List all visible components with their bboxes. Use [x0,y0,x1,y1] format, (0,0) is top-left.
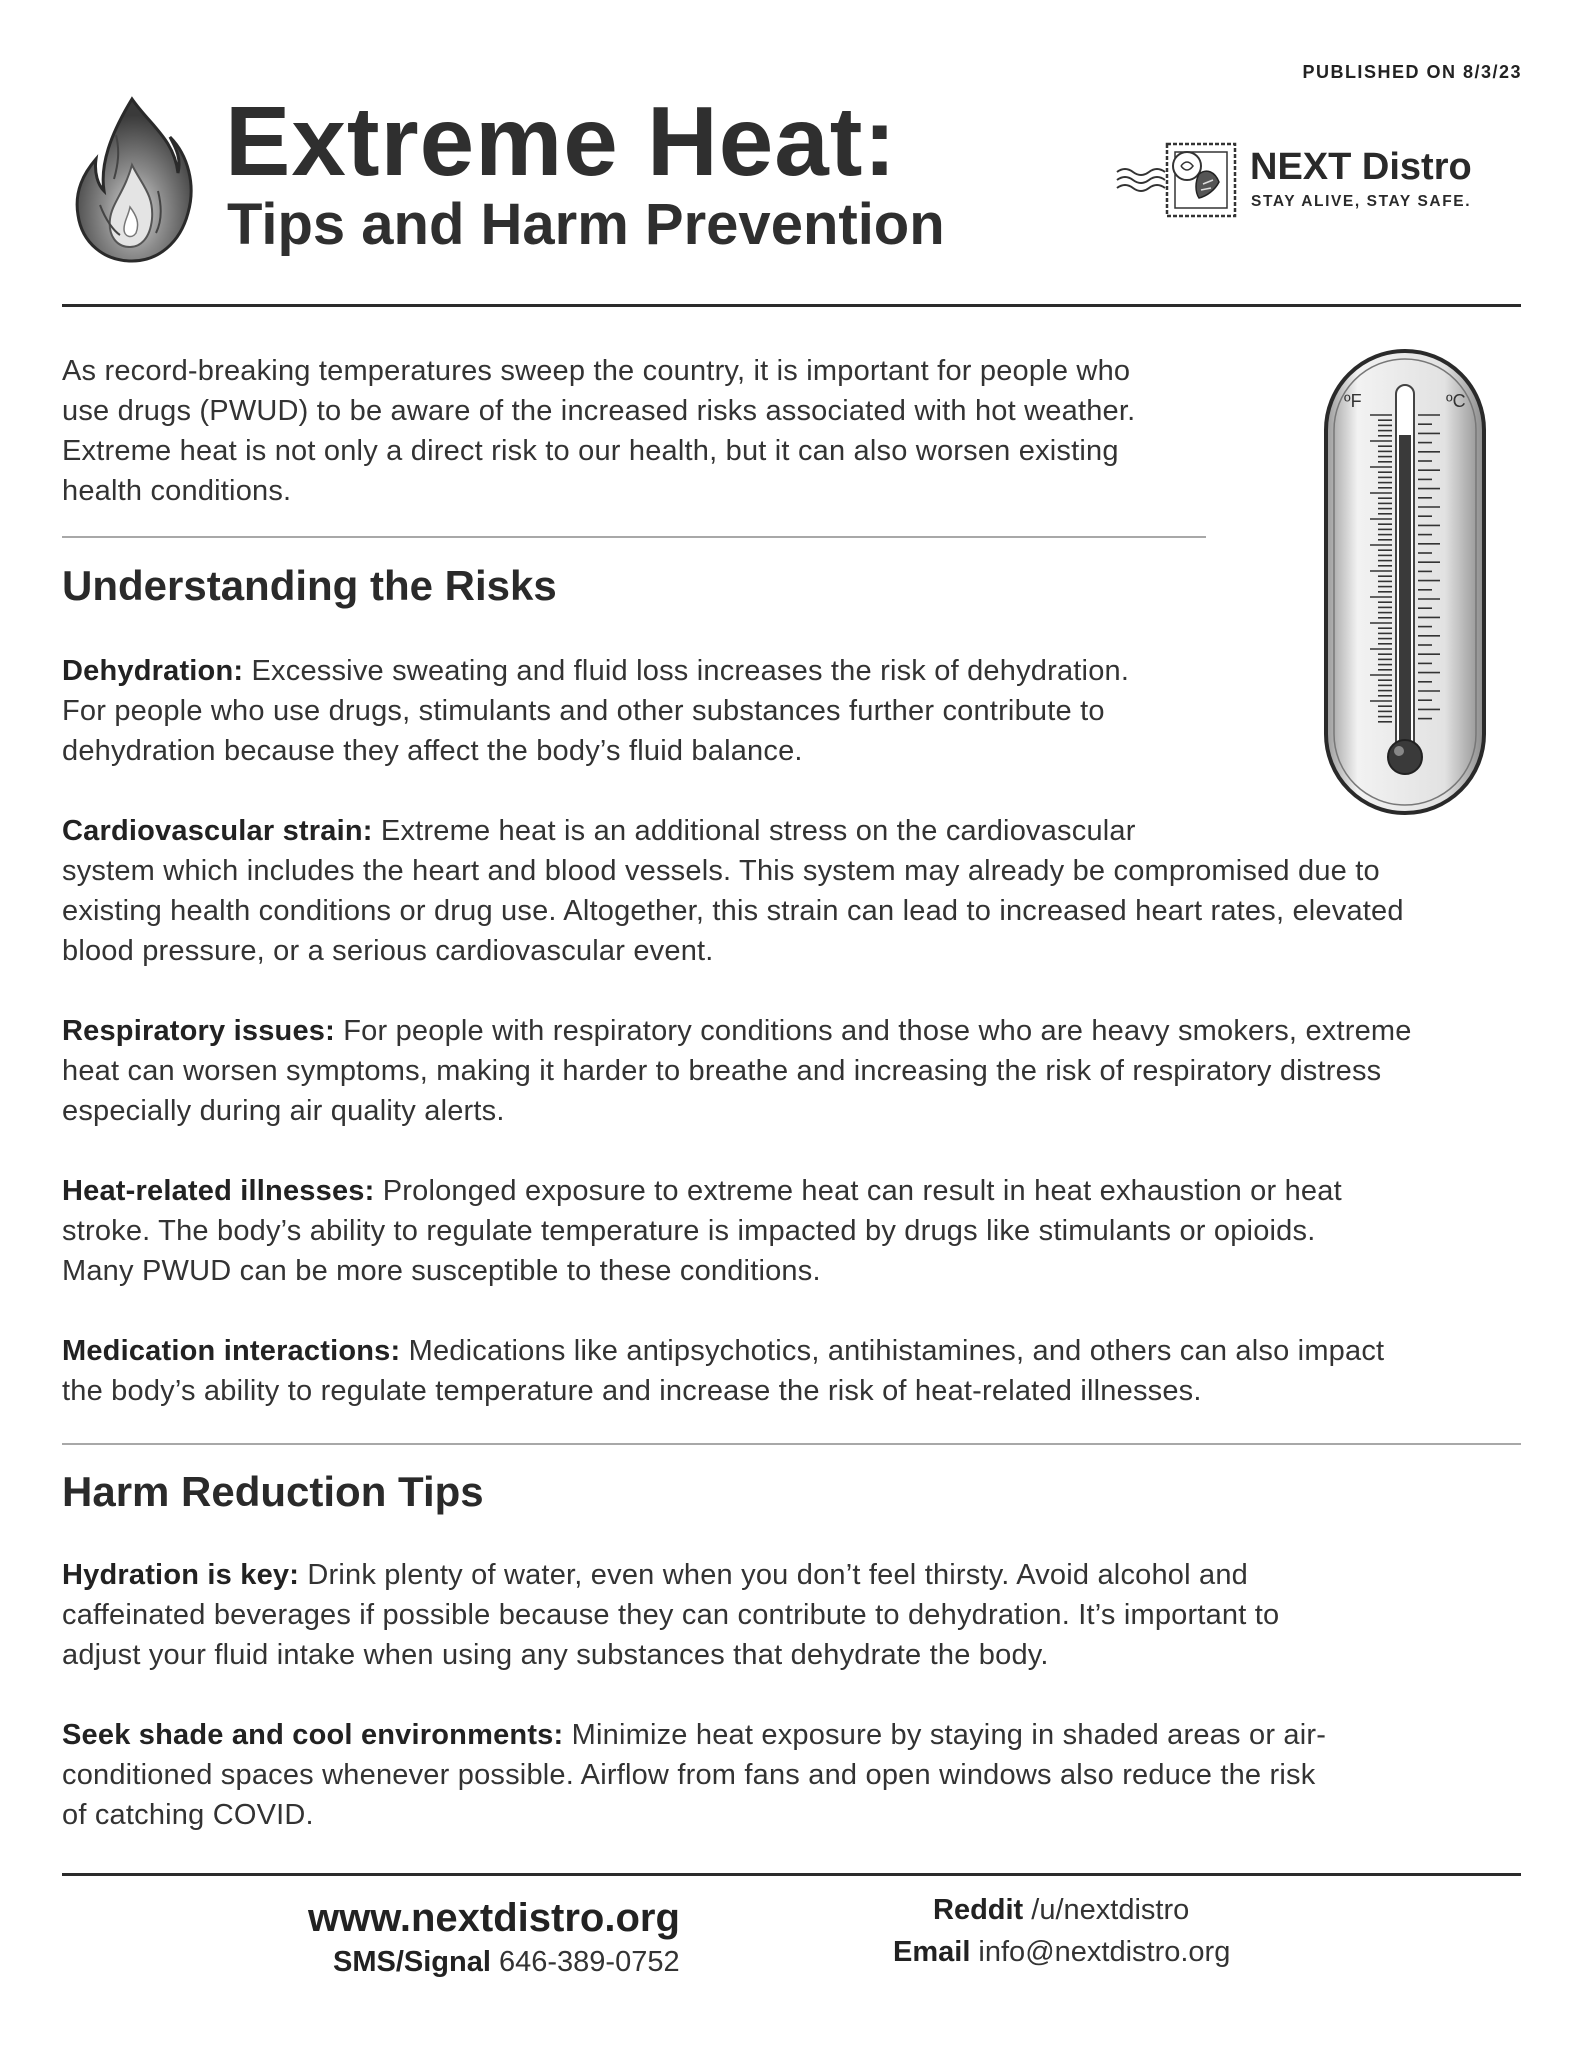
risk-text: Medications like antipsychotics, antihistamines, and others can also impact [400,1335,1385,1367]
risk-dehydration [62,651,1312,771]
logo-tagline: STAY ALIVE, STAY SAFE. [1251,193,1472,210]
reddit-value: /u/nextdistro [1023,1894,1190,1926]
footer-divider [62,1873,1521,1876]
intro-line: use drugs (PWUD) to be aware of the increased risks associated with hot weather. [62,395,1136,427]
logo-name: NEXT Distro [1250,146,1472,188]
tip-label: Hydration is key: [62,1559,300,1591]
risk-label: Cardiovascular strain: [62,815,373,847]
risk-text: heat can worsen symptoms, making it harder to breathe and increasing the risk of respiratory distress [62,1055,1382,1087]
email-value: info@nextdistro.org [970,1936,1231,1968]
risk-text: blood pressure, or a serious cardiovascular event. [62,935,714,967]
risk-text: the body’s ability to regulate temperature and increase the risk of heat-related illnesses. [62,1375,1202,1407]
risk-text: especially during air quality alerts. [62,1095,505,1127]
published-date: PUBLISHED ON 8/3/23 [1302,62,1522,82]
flame-icon [70,95,200,265]
fahrenheit-label: ºF [1344,391,1362,411]
tip-text: of catching COVID. [62,1799,314,1831]
risks-divider [62,1443,1521,1445]
tips-heading: Harm Reduction Tips [62,1468,484,1515]
risk-label: Dehydration: [62,655,244,687]
tip-hydration [62,1555,1532,1675]
stamp-logo-icon [1115,138,1245,220]
tip-text: caffeinated beverages if possible because they can contribute to dehydration. It’s important to [62,1599,1280,1631]
intro-line: Extreme heat is not only a direct risk to our health, but it can also worsen existing [62,435,1119,467]
email-contact[interactable] [893,1936,1230,1969]
sms-contact[interactable] [333,1946,680,1979]
risk-cardiovascular [62,811,1532,971]
tip-label: Seek shade and cool environments: [62,1719,564,1751]
risk-text: dehydration because they affect the body’s fluid balance. [62,735,803,767]
risk-text: stroke. The body’s ability to regulate temperature is impacted by drugs like stimulants or opioids. [62,1215,1316,1247]
header-divider [62,304,1521,307]
risk-text: For people with respiratory conditions and those who are heavy smokers, extreme [334,1015,1412,1047]
risks-heading: Understanding the Risks [62,562,557,609]
tip-text: adjust your fluid intake when using any substances that dehydrate the body. [62,1639,1049,1671]
risk-label: Medication interactions: [62,1335,401,1367]
risk-text: For people who use drugs, stimulants and other substances further contribute to [62,695,1105,727]
risk-text: Extreme heat is an additional stress on the cardiovascular [372,815,1136,847]
risk-text: Excessive sweating and fluid loss increases the risk of dehydration. [243,655,1130,687]
intro-line: As record-breaking temperatures sweep the country, it is important for people who [62,355,1131,387]
intro-divider [62,536,1206,538]
tip-text: conditioned spaces whenever possible. Airflow from fans and open windows also reduce the risk [62,1759,1316,1791]
risk-text: Prolonged exposure to extreme heat can result in heat exhaustion or heat [374,1175,1342,1207]
risk-text: existing health conditions or drug use. Altogether, this strain can lead to increased heart rates, elevated [62,895,1404,927]
tip-shade [62,1715,1532,1835]
website-link[interactable]: www.nextdistro.org [308,1896,680,1940]
risk-heat-illnesses [62,1171,1532,1291]
page-subtitle: Tips and Harm Prevention [227,192,945,257]
email-label: Email [893,1936,971,1968]
reddit-contact[interactable] [933,1894,1189,1927]
intro-paragraph [62,351,1312,511]
tip-text: Drink plenty of water, even when you don’t feel thirsty. Avoid alcohol and [299,1559,1249,1591]
celsius-label: ºC [1446,391,1466,411]
risk-label: Respiratory issues: [62,1015,335,1047]
risk-medication [62,1331,1532,1411]
risk-text: system which includes the heart and blood vessels. This system may already be compromised due to [62,855,1380,887]
tip-text: Minimize heat exposure by staying in shaded areas or air- [563,1719,1327,1751]
risk-text: Many PWUD can be more susceptible to these conditions. [62,1255,821,1287]
reddit-label: Reddit [933,1894,1024,1926]
thermometer-icon [1320,345,1490,820]
risk-label: Heat-related illnesses: [62,1175,375,1207]
sms-label: SMS/Signal [333,1946,491,1978]
page-title: Extreme Heat: [225,86,898,196]
risk-respiratory [62,1011,1532,1131]
sms-value: 646-389-0752 [490,1946,680,1978]
intro-line: health conditions. [62,475,292,507]
